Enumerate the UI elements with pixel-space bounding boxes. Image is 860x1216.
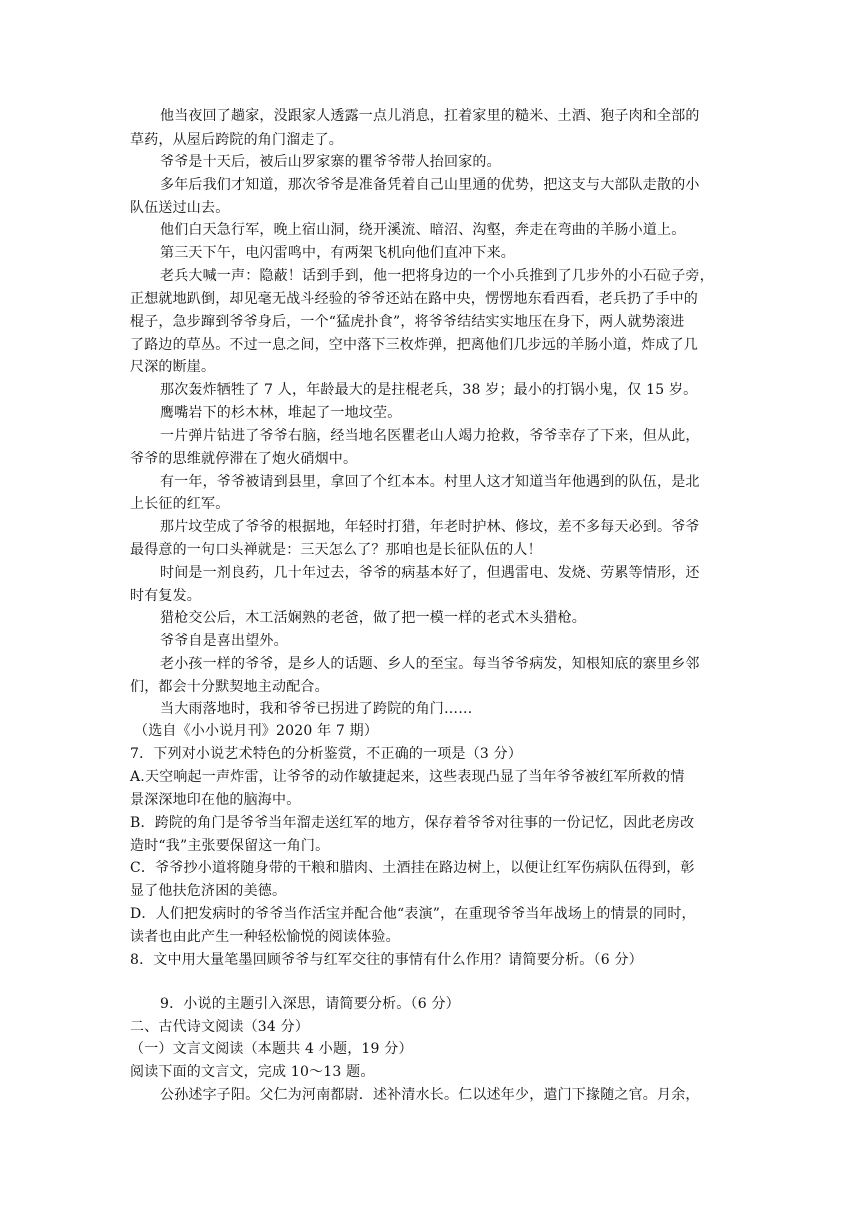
question-7-stem: 7．下列对小说艺术特色的分析鉴赏，不正确的一项是（3 分）: [130, 746, 523, 762]
story-p3-line1: 多年后我们才知道，那次爷爷是准备凭着自己山里通的优势，把这支与大部队走散的小: [160, 177, 700, 193]
q7-option-b-line1: B．跨院的角门是爷爷当年溜走送红军的地方，保存着爷爷对往事的一份记忆，因此老房改: [130, 815, 695, 831]
story-p10-line1: 有一年，爷爷被请到县里，拿回了个红本本。村里人这才知道当年他遇到的队伍，是北: [160, 474, 700, 490]
story-p3-line2: 队伍送过山去。: [130, 200, 230, 216]
story-p15-line2: 们，都会十分默契地主动配合。: [130, 679, 329, 695]
story-p14: 爷爷自是喜出望外。: [160, 633, 288, 649]
q7-option-d-line2: 读者也由此产生一种轻松愉悦的阅读体验。: [130, 929, 400, 945]
story-p8: 鹰嘴岩下的杉木林，堆起了一地坟茔。: [160, 405, 402, 421]
question-9: 9．小说的主题引入深思，请简要分析。（6 分）: [160, 996, 460, 1012]
story-source: （选自《小小说月刊》2020 年 7 期）: [134, 723, 379, 739]
section-2-instruction: 阅读下面的文言文，完成 10～13 题。: [130, 1064, 375, 1080]
story-p6-line2: 正想就地趴倒，却见毫无战斗经验的爷爷还站在路中央，愣愣地东看西看，老兵扔了手中的: [130, 291, 698, 307]
story-p1-line1: 他当夜回了趟家，没跟家人透露一点儿消息，扛着家里的糙米、土酒、狍子肉和全部的: [160, 108, 700, 124]
section-2-subtitle: （一）文言文阅读（本题共 4 小题，19 分）: [130, 1041, 413, 1057]
story-p11-line1: 那片坟茔成了爷爷的根据地，年轻时打猎，年老时护林、修坟，差不多每天必到。爷爷: [160, 519, 700, 535]
q7-option-a-line2: 景深深地印在他的脑海中。: [130, 792, 301, 808]
story-p9-line2: 爷爷的思维就停滞在了炮火硝烟中。: [130, 451, 358, 467]
story-p6-line5: 尺深的断崖。: [130, 359, 216, 375]
story-p6-line4: 了路边的草丛。不过一息之间，空中落下三枚炸弹，把离他们几步远的羊肠小道，炸成了几: [130, 337, 698, 353]
q7-option-c-line2: 显了他扶危济困的美德。: [130, 883, 287, 899]
story-p11-line2: 最得意的一句口头禅就是：三天怎么了？那咱也是长征队伍的人！: [130, 542, 542, 558]
story-p12-line1: 时间是一剂良药，几十年过去，爷爷的病基本好了，但遇雷电、发烧、劳累等情形，还: [160, 565, 700, 581]
story-p1-line2: 草药，从屋后跨院的角门溜走了。: [130, 132, 343, 148]
story-p15-line1: 老小孩一样的爷爷，是乡人的话题、乡人的至宝。每当爷爷病发，知根知底的寨里乡邻: [160, 656, 700, 672]
story-p5: 第三天下午，电闪雷鸣中，有两架飞机向他们直冲下来。: [160, 245, 515, 261]
story-p16: 当大雨落地时，我和爷爷已拐进了跨院的角门……: [160, 701, 473, 717]
story-p9-line1: 一片弹片钻进了爷爷右脑，经当地名医瞿老山人竭力抢救，爷爷幸存了下来，但从此，: [160, 428, 700, 444]
q7-option-b-line2: 造时“我”主张要保留这一角门。: [130, 838, 330, 854]
story-p2: 爷爷是十天后，被后山罗家寨的瞿爷爷带人抬回家的。: [160, 154, 501, 170]
q7-option-c-line1: C．爷爷抄小道将随身带的干粮和腊肉、土酒挂在路边树上，以便让红军伤病队伍得到，彰: [130, 860, 695, 876]
story-p6-line1: 老兵大喊一声：隐蔽！话到手到，他一把将身边的一个小兵推到了几步外的小石砬子旁，: [160, 268, 714, 284]
question-8: 8．文中用大量笔墨回顾爷爷与红军交往的事情有什么作用？请简要分析。（6 分）: [130, 952, 643, 968]
story-p12-line2: 时有复发。: [130, 588, 201, 604]
story-p10-line2: 上长征的红军。: [130, 496, 230, 512]
classical-passage-line1: 公孙述字子阳。父仁为河南都尉．述补清水长。仁以述年少，遣门下掾随之官。月余，: [160, 1087, 700, 1103]
story-p6-line3: 棍子，急步蹿到爷爷身后，一个“猛虎扑食”，将爷爷结结实实地压在身下，两人就势滚进: [130, 314, 685, 330]
story-p4: 他们白天急行军，晚上宿山洞，绕开溪流、暗沼、沟壑，奔走在弯曲的羊肠小道上。: [160, 222, 686, 238]
section-2-title: 二、古代诗文阅读（34 分）: [130, 1019, 310, 1035]
story-p13: 猎枪交公后，木工活娴熟的老爸，做了把一模一样的老式木头猎枪。: [160, 610, 586, 626]
q7-option-d-line1: D．人们把发病时的爷爷当作活宝并配合他“表演”，在重现爷爷当年战场上的情景的同时，: [130, 906, 696, 922]
q7-option-a-line1: A.天空响起一声炸雷，让爷爷的动作敏捷起来，这些表现凸显了当年爷爷被红军所救的情: [130, 769, 685, 785]
story-p7: 那次轰炸牺牲了 7 人，年龄最大的是拄棍老兵，38 岁；最小的打锅小鬼，仅 15 岁。: [160, 382, 698, 398]
